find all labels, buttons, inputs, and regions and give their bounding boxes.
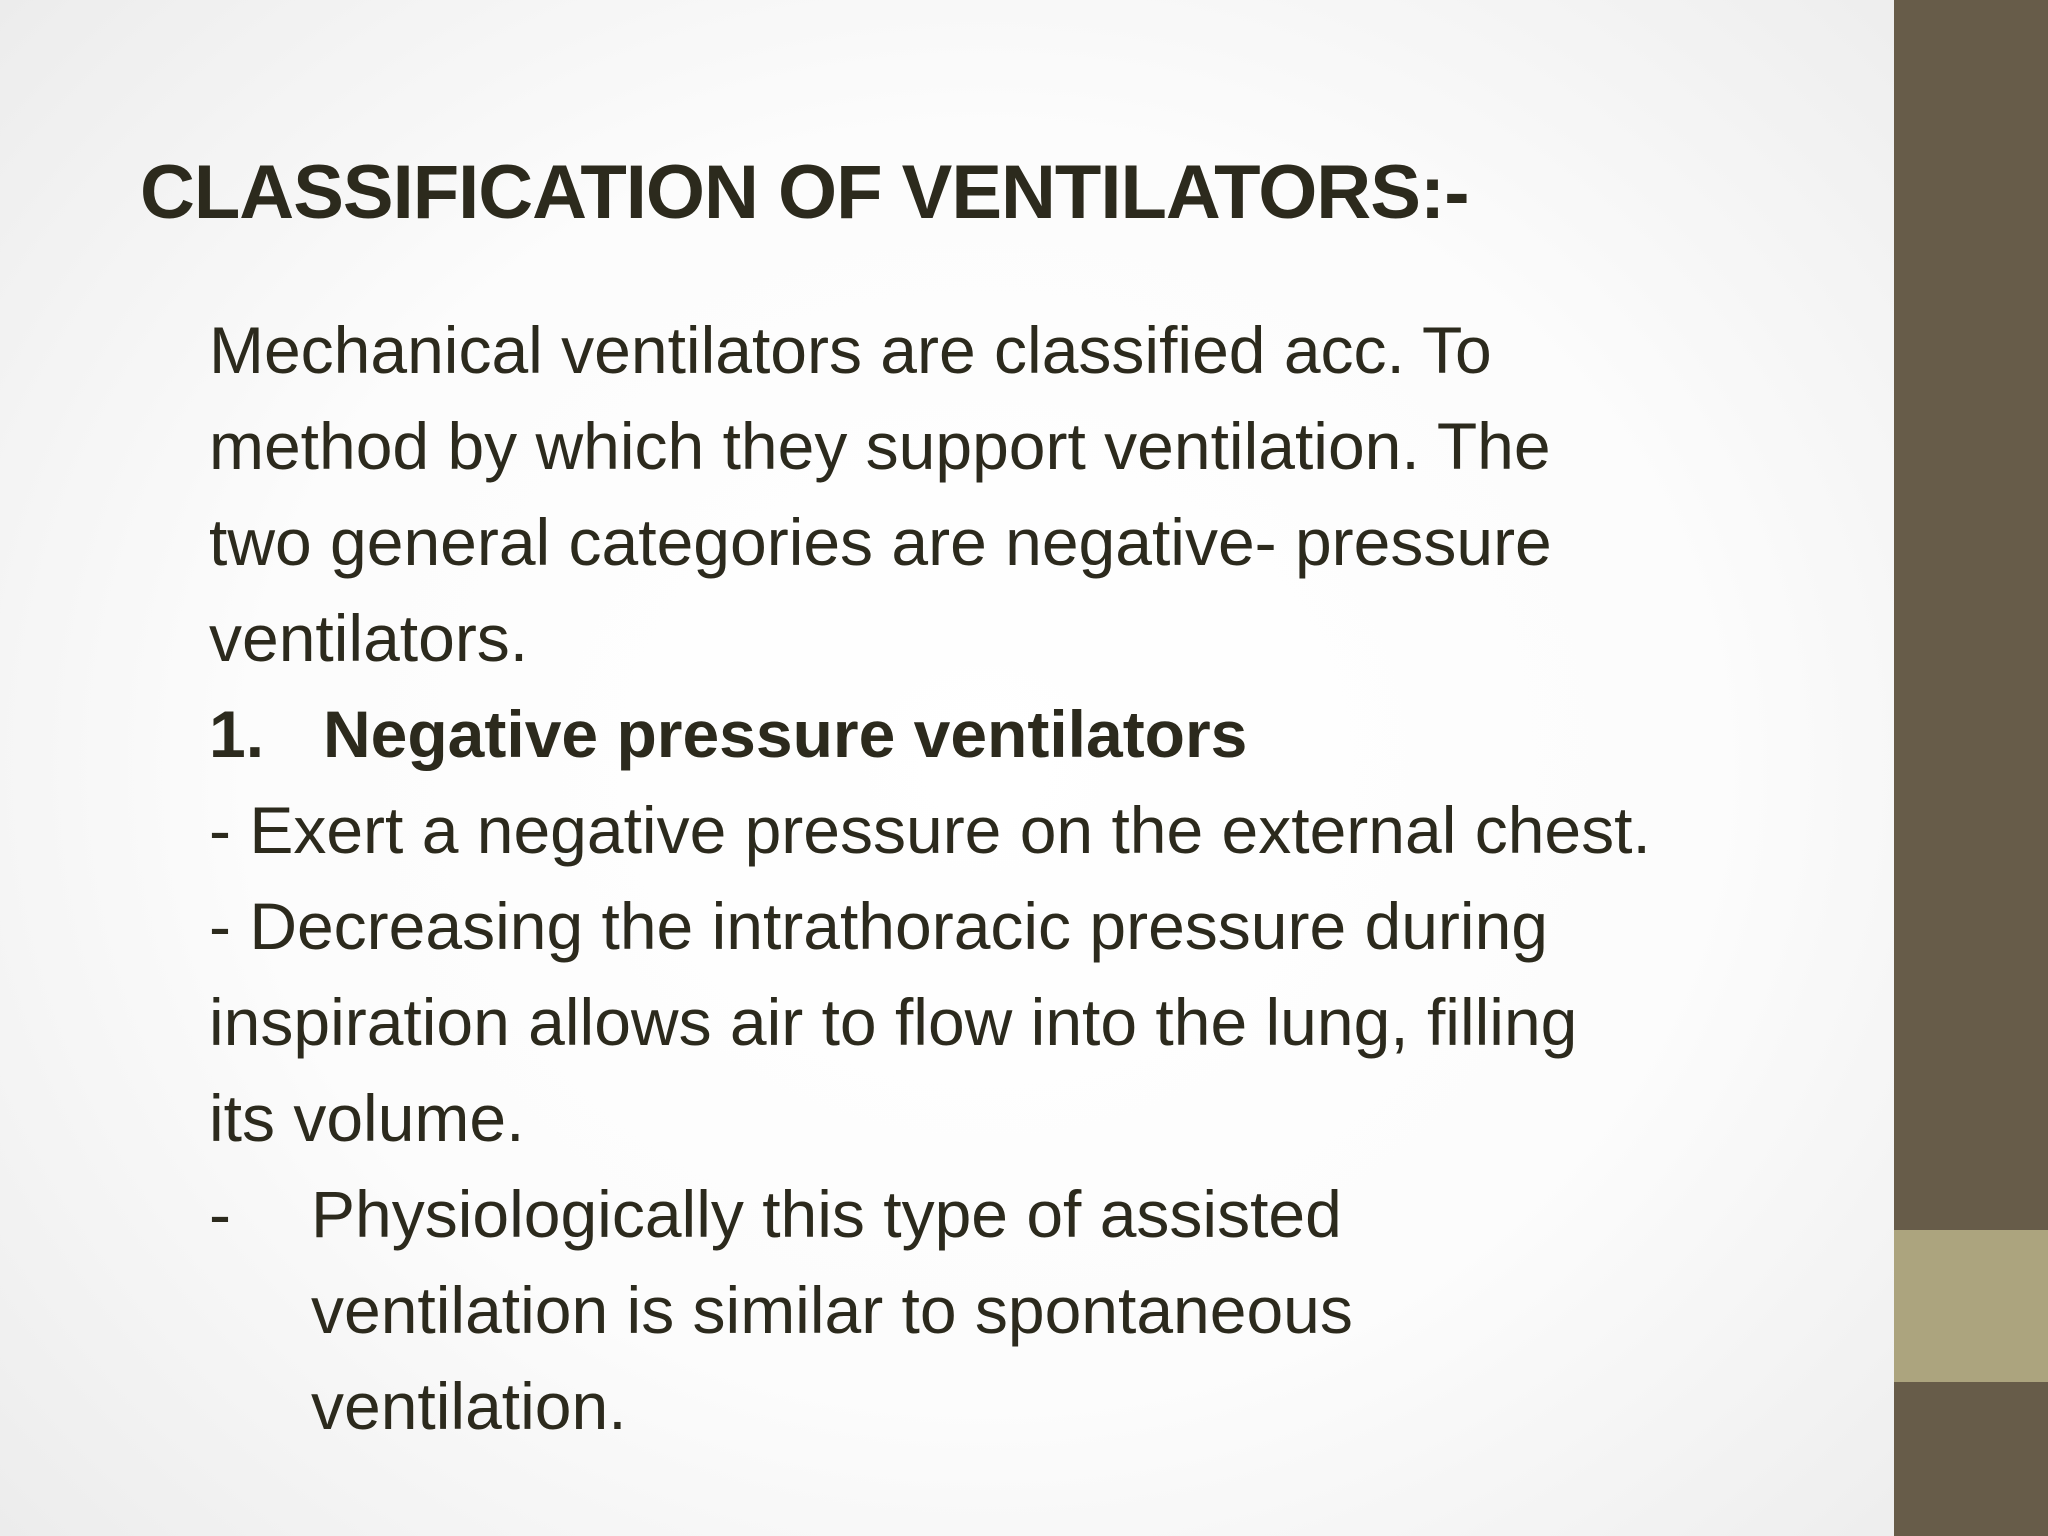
intro-line: Mechanical ventilators are classified acc. To (209, 313, 1492, 387)
dash-line: inspiration allows air to flow into the lung, filling (209, 985, 1578, 1059)
numbered-heading (209, 686, 1849, 782)
dash-line: - Decreasing the intrathoracic pressure during (209, 889, 1548, 963)
bullet-line: Physiologically this type of assisted (311, 1177, 1342, 1251)
bullet-line: ventilation is similar to spontaneous (311, 1273, 1353, 1347)
slide-content (209, 302, 1849, 1454)
bullet-item (209, 1166, 1849, 1454)
intro-line: two general categories are negative- pressure (209, 505, 1552, 579)
dash-line: - Exert a negative pressure on the external chest. (209, 793, 1651, 867)
bullet-text (311, 1166, 1353, 1454)
slide-title: CLASSIFICATION OF VENTILATORS:- (140, 150, 1469, 235)
intro-line: ventilators. (209, 601, 529, 675)
intro-line: method by which they support ventilation. The (209, 409, 1551, 483)
item-number: 1. (209, 697, 265, 771)
side-accent (1894, 1230, 2048, 1382)
dash-line: its volume. (209, 1081, 525, 1155)
bullet-marker: - (209, 1177, 231, 1251)
bullet-line: ventilation. (311, 1369, 627, 1443)
item-label: Negative pressure ventilators (323, 697, 1248, 771)
